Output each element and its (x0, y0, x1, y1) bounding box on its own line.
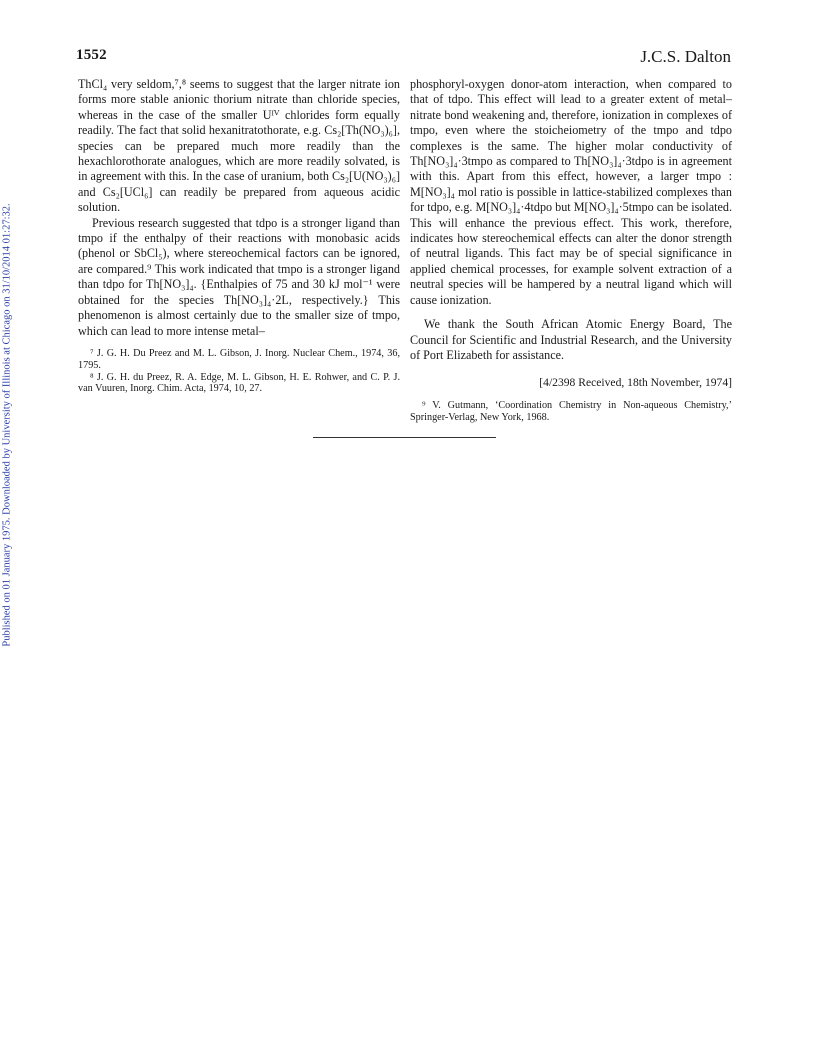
acknowledgement: We thank the South African Atomic Energy Board, The Council for Scientific and Industrial Research, and the University of Port Elizabeth for assistance. (410, 317, 732, 362)
running-head: J.C.S. Dalton (640, 47, 731, 66)
page-number: 1552 (76, 47, 107, 63)
left-paragraph-2: Previous research suggested that tdpo is a stronger ligand than tmpo if the enthalpy of their reactions with monobasic acids (phenol or SbCl₅), where stereochemical factors can be ignored, are compared.⁹ This work indicated that tmpo is a stronger ligand than tdpo for Th[NO₃]₄. {Enthalpies of 75 and 30 kJ mol⁻¹ were obtained for the species Th[NO₃]₄·2L, respectively.} This phenomenon is almost certainly due to the smaller size of tmpo, which can lead to more intense metal– (78, 215, 400, 338)
right-column (410, 77, 732, 423)
right-paragraph-1: phosphoryl-oxygen donor-atom interaction, when compared to that of tdpo. This effect will lead to a greater extent of metal–nitrate bond weakening and, therefore, ionization in complexes of tmpo, even where the stoicheiometry of the tmpo and tdpo complexes is the same. The higher molar conductivity of Th[NO₃]₄·3tmpo as compared to Th[NO₃]₄·3tdpo is in agreement with this. Apart from this effect, however, a larger tmpo : M[NO₃]₄ mol ratio is possible in lattice-stabilized complexes than for tdpo, e.g. M[NO₃]₄·4tdpo but M[NO₃]₄·5tmpo can be isolated. This will enhance the previous effect. This work, therefore, indicates how stereochemical effects can alter the donor strength of neutral ligands. This fact may be of special significance in applied chemical processes, for example solvent extraction of a neutral species will be hampered by a neutral ligand which will cause ionization. (410, 77, 732, 307)
footnote-9: ⁹ V. Gutmann, ‘Coordination Chemistry in Non-aqueous Chemistry,’ Springer-Verlag, New York, 1968. (410, 399, 732, 423)
received-date: [4/2398 Received, 18th November, 1974] (539, 376, 732, 390)
left-paragraph-1: ThCl₄ very seldom,⁷,⁸ seems to suggest that the larger nitrate ion forms more stable anionic thorium nitrate than chloride species, whereas in the case of the smaller Uᴵⱽ chlorides form equally readily. The fact that solid hexanitratothorate, e.g. Cs₂[Th(NO₃)₆], species can be prepared much more readily than the hexachlorothorate analogues, which are more readily solvated, is in agreement with this. In the case of uranium, both Cs₂[U(NO₃)₆] and Cs₂[UCl₆] can readily be prepared from aqueous acidic solution. (78, 77, 400, 215)
footnote-8: ⁸ J. G. H. du Preez, R. A. Edge, M. L. Gibson, H. E. Rohwer, and C. P. J. van Vuuren, Inorg. Chim. Acta, 1974, 10, 27. (78, 371, 400, 395)
download-watermark (0, 190, 14, 660)
footnotes-right (410, 400, 732, 424)
end-rule (313, 437, 496, 438)
footnotes-left (78, 348, 400, 395)
watermark-text: Published on 01 January 1975. Downloaded by University of Illinois at Chicago on 31/10/2014 01:27:32. (1, 203, 13, 647)
left-column (78, 77, 400, 395)
footnote-7: ⁷ J. G. H. Du Preez and M. L. Gibson, J. Inorg. Nuclear Chem., 1974, 36, 1795. (78, 347, 400, 371)
